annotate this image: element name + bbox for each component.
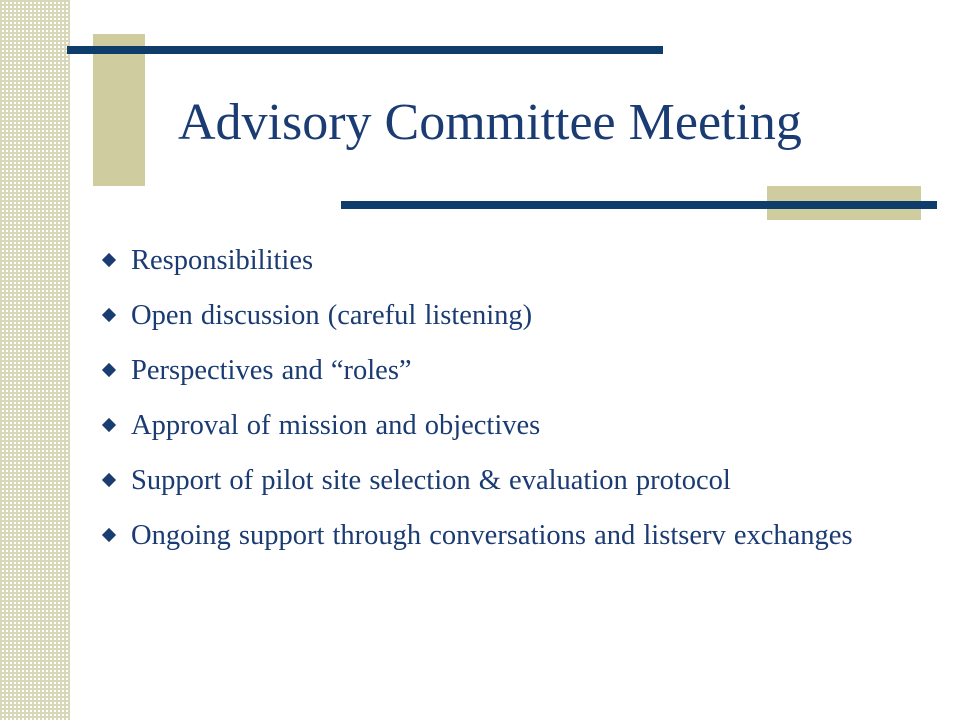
bullet-text: Perspectives and “roles” (131, 355, 412, 386)
diamond-bullet-icon (102, 363, 116, 377)
bullet-item (100, 299, 920, 332)
bullet-text: Support of pilot site selection & evaluation protocol (131, 465, 731, 496)
bullet-item (100, 244, 920, 277)
bullet-item (100, 409, 920, 442)
diamond-bullet-icon (102, 528, 116, 542)
slide-title: Advisory Committee Meeting (178, 94, 802, 151)
bullet-text: Responsibilities (131, 245, 314, 276)
bullet-text: Approval of mission and objectives (131, 410, 541, 441)
diamond-bullet-icon (102, 308, 116, 322)
bullet-item (100, 354, 920, 387)
diamond-bullet-icon (102, 418, 116, 432)
diamond-bullet-icon (102, 473, 116, 487)
bullet-text: Open discussion (careful listening) (131, 300, 533, 331)
bullet-item (100, 464, 920, 497)
title-rule-bottom (341, 201, 937, 209)
bullet-text: Ongoing support through conversations and listserv exchanges (131, 520, 853, 551)
bullet-list (100, 244, 920, 552)
title-rule-top (67, 46, 663, 54)
diamond-bullet-icon (102, 253, 116, 267)
bullet-item (100, 519, 920, 552)
decorative-stripe-panel (0, 0, 70, 720)
decorative-accent-block-left (93, 34, 145, 186)
